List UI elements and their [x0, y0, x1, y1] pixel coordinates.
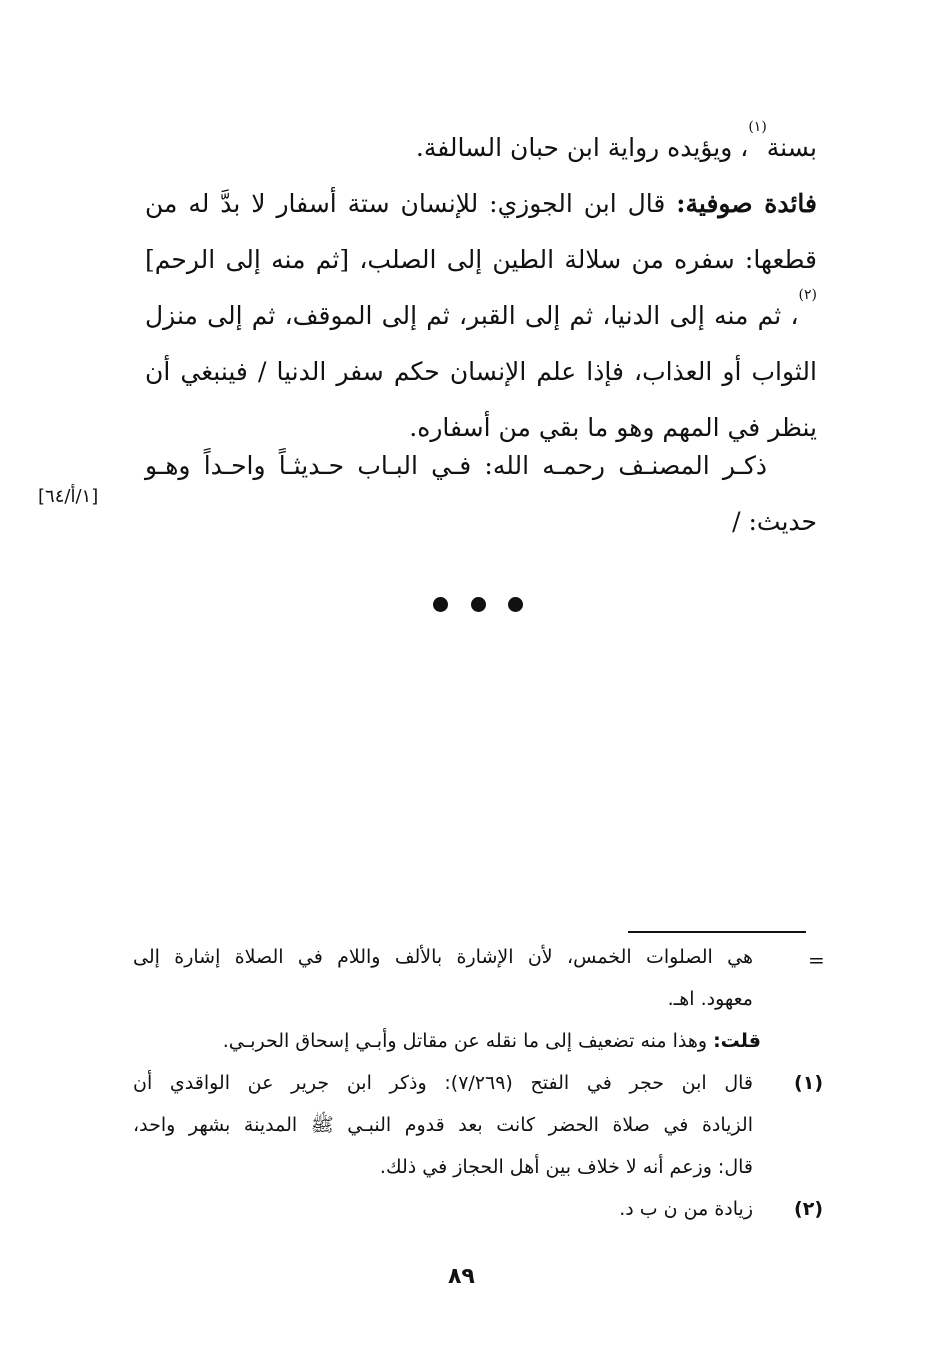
- footnote-1-cont: [133, 1146, 823, 1188]
- section-separator: [433, 594, 523, 614]
- separator-dot: [433, 597, 448, 612]
- footnote-text: وهذا منه تضعيف إلى ما نقله عن مقاتل وأبـي إسحاق الحربـي.: [222, 1030, 714, 1052]
- page-number: ٨٩: [448, 1264, 475, 1289]
- separator-dot: [508, 597, 523, 612]
- footnote-2: [133, 1188, 823, 1230]
- text-line: ، ويؤيده رواية ابن حبان السالفة.: [415, 133, 749, 162]
- footnote-number: (٢): [794, 1198, 823, 1220]
- footnote-lead: قلت:: [713, 1030, 761, 1052]
- footnote-continuation: [133, 978, 823, 1020]
- footnote-number: (١): [794, 1072, 823, 1094]
- manuscript-reference: [١/أ/٦٤]: [38, 486, 99, 507]
- paragraph-1: [145, 120, 817, 176]
- paragraph-lead: فائدة صوفية:: [676, 189, 817, 218]
- footnote-1-cont: [133, 1104, 823, 1146]
- separator-dot: [471, 597, 486, 612]
- footnote-line: الزيادة في صلاة الحضر كانت بعد قدوم النبـي ﷺ المدينة بشهر واحد،: [133, 1114, 753, 1136]
- paragraph-line: حديث: /: [732, 507, 817, 536]
- paragraph-text: قال ابن الجوزي: للإنسان ستة أسفار لا بدَّ له من قطعها: سفره من سلالة الطين إلى الصلب، [ثم منه إلى الرحم]: [145, 189, 817, 274]
- footnote-line: زيادة من ن ب د.: [619, 1198, 753, 1220]
- footnote-line: قال ابن حجر في الفتح (٧/٢٦٩): وذكر ابن جرير عن الواقدي أن: [133, 1072, 754, 1094]
- footnote-line: قال: وزعم أنه لا خلاف بين أهل الحجاز في ذلك.: [379, 1156, 753, 1178]
- footnote-line: معهود. اهـ.: [667, 988, 753, 1010]
- footnote-divider: [628, 931, 806, 933]
- paragraph-line: ذكـر المصنـف رحمـه الله: فـي البـاب حـديثـاً واحـداً وهـو: [145, 451, 767, 480]
- text-line: بسنة: [766, 133, 817, 162]
- paragraph-text: ، ثم منه إلى الدنيا، ثم إلى القبر، ثم إلى الموقف، ثم إلى منزل الثواب أو العذاب، فإذا علم الإنسان حكم سفر الدنيا / فينبغي أن ينظر في المهم وهو ما بقي من أسفاره.: [145, 301, 817, 442]
- footnotes: [133, 936, 823, 1230]
- paragraph-3: [145, 438, 817, 550]
- continuation-mark: =: [808, 948, 825, 972]
- paragraph-2: [145, 176, 817, 456]
- footnote-ref-1: (١): [748, 119, 767, 135]
- footnote-continuation: [133, 936, 823, 978]
- footnote-1: [133, 1062, 823, 1104]
- footnote-continuation: [133, 1020, 823, 1062]
- footnote-ref-2: (٢): [798, 287, 817, 303]
- footnote-line: هي الصلوات الخمس، لأن الإشارة بالألف واللام في الصلاة إشارة إلى: [133, 946, 753, 968]
- footnote-line: [133, 1020, 823, 1062]
